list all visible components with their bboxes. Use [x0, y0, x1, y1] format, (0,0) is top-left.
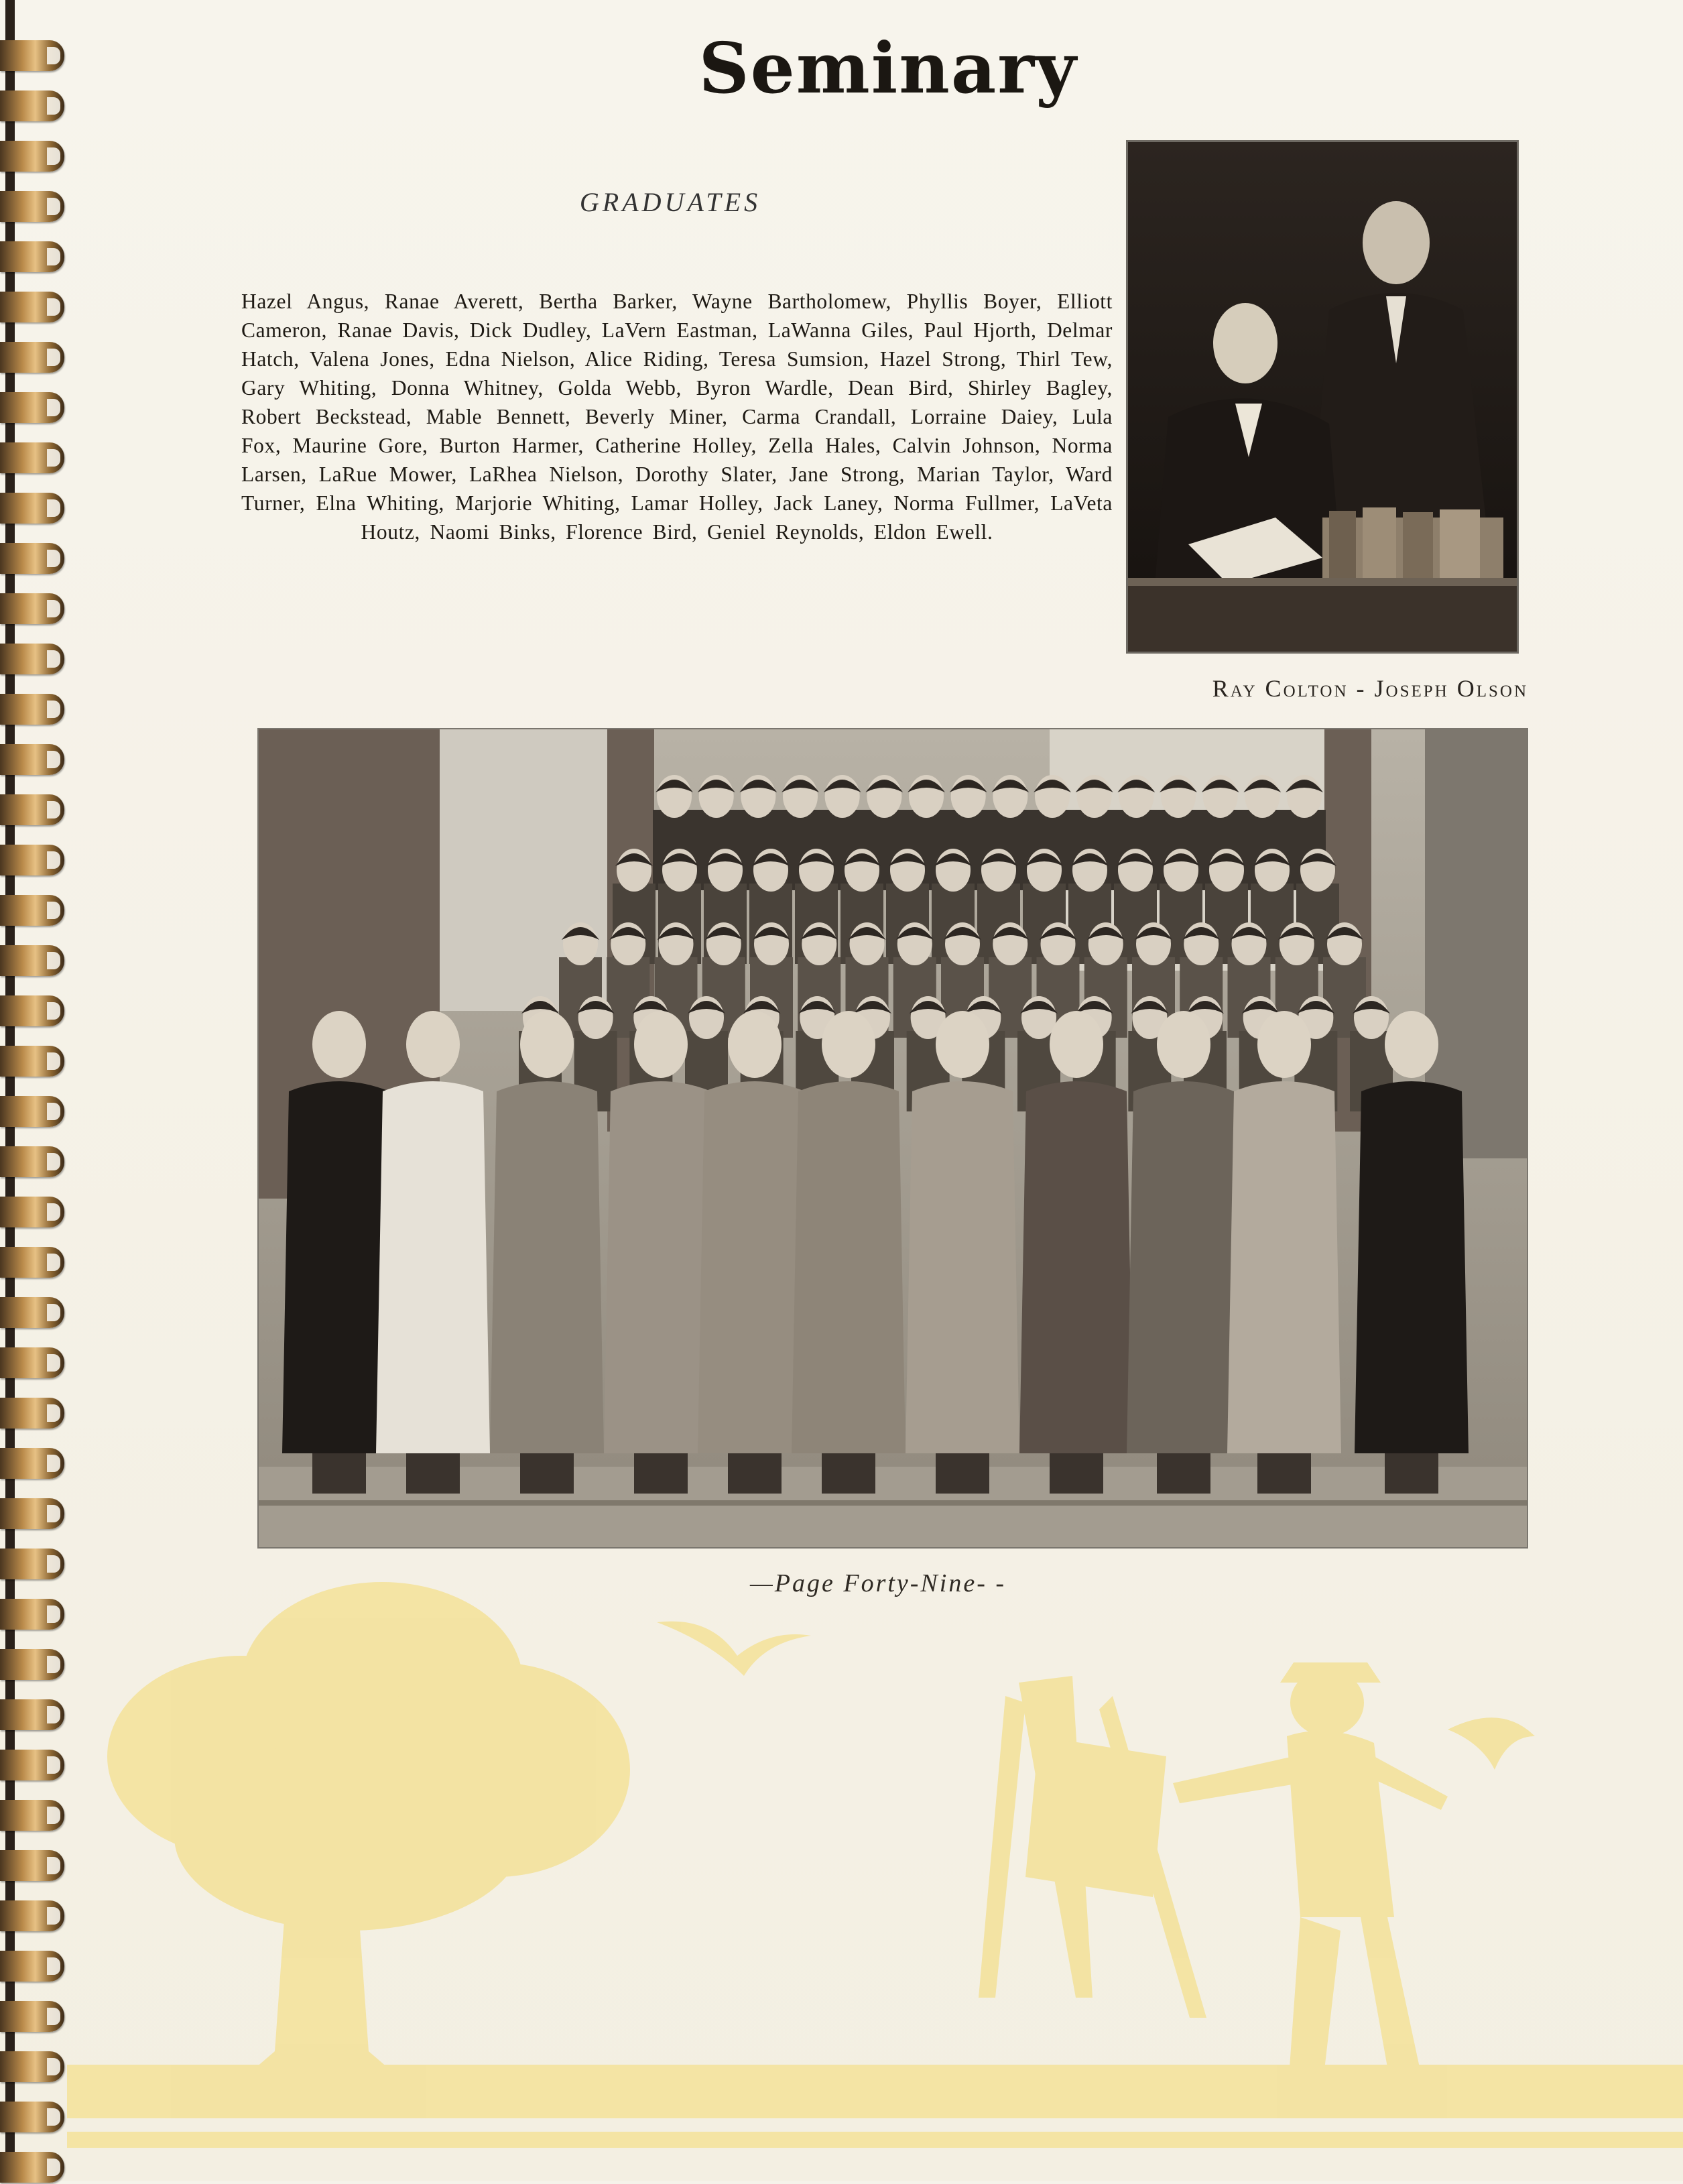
binding-coil	[0, 593, 64, 624]
binding-coil	[0, 1800, 64, 1831]
graduates-list: Hazel Angus, Ranae Averett, Bertha Barker, Wayne Bartholomew, Phyllis Boyer, Elliott Cameron, Ranae Davis, Dick Dudley, LaVern Eastman, LaWanna Giles, Paul Hjorth, Delmar Hatch, Valena Jones, Edna Nielson, Alice Riding, Teresa Sumsion, Hazel Strong, Thirl Tew, Gary Whiting, Donna Whitney, Golda Webb, Byron Wardle, Dean Bird, Shirley Bagley, Robert Beckstead, Mable Bennett, Beverly Miner, Carma Crandall, Lorraine Daiey, Lula Fox, Maurine Gore, Burton Harmer, Catherine Holley, Zella Hales, Calvin Johnson, Norma Larsen, LaRue Mower, LaRhea Nielson, Dorothy Slater, Jane Strong, Marian Taylor, Ward Turner, Elna Whiting, Marjorie Whiting, Lamar Holley, Jack Laney, Norma Fullmer, LaVeta Houtz, Naomi Binks, Florence Bird, Geniel Reynolds, Eldon Ewell.	[241, 290, 1113, 544]
teachers-photo	[1128, 142, 1517, 652]
binding-coil	[0, 90, 64, 121]
teachers-caption: Ray Colton - Joseph Olson	[1212, 675, 1528, 702]
binding-coil	[0, 1498, 64, 1529]
binding-coil	[0, 1448, 64, 1479]
binding-coil	[0, 1900, 64, 1931]
binding-coil	[0, 141, 64, 172]
binding-coil	[0, 995, 64, 1026]
binding-coil	[0, 1850, 64, 1881]
page-title: Seminary	[698, 27, 1078, 109]
binding-coil	[0, 392, 64, 423]
binding-coil	[0, 40, 64, 71]
binding-coil	[0, 744, 64, 775]
binding-coil	[0, 241, 64, 272]
painter-scene-illustration	[67, 1582, 1683, 2181]
binding-coil	[0, 1599, 64, 1630]
binding-coil	[0, 2102, 64, 2132]
binding-coil	[0, 1398, 64, 1429]
easel-icon	[979, 1676, 1206, 2018]
group-photo-illustration	[259, 729, 1527, 1547]
binding-coil	[0, 845, 64, 875]
binding-coil	[0, 1297, 64, 1328]
binding-coil	[0, 191, 64, 222]
binding-coil	[0, 1247, 64, 1278]
binding-coil	[0, 543, 64, 574]
binding-coil	[0, 1146, 64, 1177]
teachers-photo-illustration	[1128, 142, 1517, 652]
binding-coil	[0, 1096, 64, 1127]
binding-coil	[0, 2001, 64, 2032]
binding-coil	[0, 493, 64, 524]
painter-icon	[1173, 1662, 1448, 2105]
binding-coil	[0, 1649, 64, 1680]
binding-coil	[0, 945, 64, 976]
bottom-illustration	[67, 1582, 1683, 2181]
binding-coil	[0, 1699, 64, 1730]
binding-coil	[0, 1046, 64, 1077]
binding-coil	[0, 1549, 64, 1579]
binding-coil	[0, 442, 64, 473]
binding-coil	[0, 1750, 64, 1780]
section-subtitle: GRADUATES	[579, 187, 761, 217]
binding-coil	[0, 292, 64, 322]
group-photo	[259, 729, 1527, 1547]
binding-coil	[0, 694, 64, 725]
binding-coil	[0, 794, 64, 825]
tree-icon	[107, 1582, 630, 2091]
binding-coil	[0, 1347, 64, 1378]
binding-coil	[0, 1951, 64, 1982]
page-number: —Page Forty-Nine- -	[749, 1569, 1007, 1597]
binding-coil	[0, 2051, 64, 2082]
binding-coil	[0, 644, 64, 674]
binding-coil	[0, 1197, 64, 1227]
binding-coil	[0, 2152, 64, 2183]
binding-coil	[0, 895, 64, 926]
binding-coil	[0, 342, 64, 373]
